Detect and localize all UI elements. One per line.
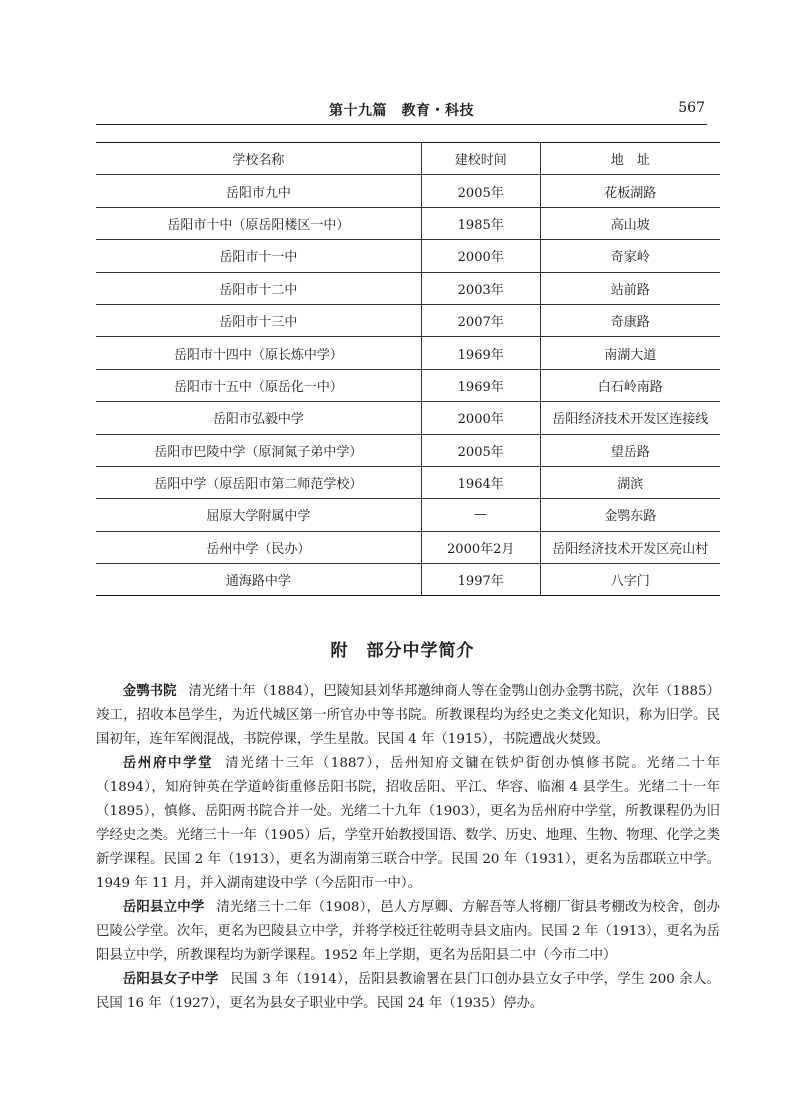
school-name-heading: 金鹗书院 — [122, 684, 177, 699]
table-row — [96, 402, 720, 434]
address-cell: 金鹗东路 — [540, 499, 720, 531]
school-name-cell: 岳阳市十五中（原岳化一中） — [96, 369, 421, 401]
header-divider — [96, 124, 707, 125]
founded-cell: 1997年 — [421, 564, 540, 596]
school-name-cell: 岳阳市九中 — [96, 175, 421, 207]
address-cell: 岳阳经济技术开发区亮山村 — [540, 531, 720, 563]
address-cell: 站前路 — [540, 272, 720, 304]
address-cell: 高山坡 — [540, 207, 720, 239]
page-header — [96, 98, 707, 120]
table-row — [96, 207, 720, 239]
table-row — [96, 240, 720, 272]
school-name-cell: 屈原大学附属中学 — [96, 499, 421, 531]
school-table — [96, 142, 720, 596]
intro-paragraph — [96, 680, 720, 752]
column-header-school-name: 学校名称 — [96, 143, 421, 175]
founded-cell: 2003年 — [421, 272, 540, 304]
founded-cell: 1964年 — [421, 466, 540, 498]
intro-paragraph — [96, 968, 720, 1016]
founded-cell: 2000年2月 — [421, 531, 540, 563]
address-cell: 奇家岭 — [540, 240, 720, 272]
chapter-title: 第十九篇 教育・科技 — [329, 103, 474, 119]
founded-cell: 1969年 — [421, 369, 540, 401]
founded-cell: 2000年 — [421, 402, 540, 434]
founded-cell: 1969年 — [421, 337, 540, 369]
address-cell: 花板湖路 — [540, 175, 720, 207]
address-cell: 奇康路 — [540, 304, 720, 336]
intro-text: 清光绪十三年（1887），岳州知府文镛在铁炉街创办慎修书院。光绪二十年（1894），知府钟英在学道岭街重修岳阳书院，招收岳阳、平江、华容、临湘 4 县学生。光绪二十一年（1895），慎修、岳阳两书院合并一处。光绪二十九年（1903），更名为岳州府中学堂，所教课程仍为旧学经史之类。光绪三十一年（1905）后，学堂开始教授国语、数学、历史、地理、生物、物理、化学之类新学课程。民国 2 年（1913），更名为湖南第三联合中学。民国 20 年（1931），更名为岳郡联立中学。1949 年 11 月，并入湖南建设中学（今岳阳市一中）。 — [96, 756, 720, 891]
school-name-cell: 通海路中学 — [96, 564, 421, 596]
table-row — [96, 499, 720, 531]
address-cell: 岳阳经济技术开发区连接线 — [540, 402, 720, 434]
school-name-cell: 岳阳市弘毅中学 — [96, 402, 421, 434]
founded-cell: 2007年 — [421, 304, 540, 336]
founded-cell: 2000年 — [421, 240, 540, 272]
school-name-cell: 岳阳市十三中 — [96, 304, 421, 336]
school-name-cell: 岳阳市十一中 — [96, 240, 421, 272]
school-name-cell: 岳阳市十中（原岳阳楼区一中） — [96, 207, 421, 239]
table-row — [96, 272, 720, 304]
address-cell: 湖滨 — [540, 466, 720, 498]
table-row — [96, 337, 720, 369]
column-header-founded: 建校时间 — [421, 143, 540, 175]
founded-cell: 2005年 — [421, 434, 540, 466]
table-header-row — [96, 143, 720, 175]
founded-cell: 2005年 — [421, 175, 540, 207]
intro-paragraph — [96, 896, 720, 968]
intro-text: 民国 3 年（1914），岳阳县教谕署在县门口创办县立女子中学，学生 200 余人。民国 16 年（1927），更名为县女子职业中学。民国 24 年（1935）停办。 — [96, 972, 721, 1011]
founded-cell: 1985年 — [421, 207, 540, 239]
school-name-cell: 岳阳市十四中（原长炼中学） — [96, 337, 421, 369]
address-cell: 南湖大道 — [540, 337, 720, 369]
school-name-cell: 岳阳市十二中 — [96, 272, 421, 304]
section-title: 附 部分中学简介 — [330, 641, 475, 661]
school-name-cell: 岳阳中学（原岳阳市第二师范学校） — [96, 466, 421, 498]
intro-paragraph — [96, 752, 720, 896]
address-cell: 望岳路 — [540, 434, 720, 466]
school-name-heading: 岳州府中学堂 — [122, 756, 214, 771]
school-name-heading: 岳阳县立中学 — [122, 900, 205, 915]
school-name-heading: 岳阳县女子中学 — [122, 972, 219, 987]
table-row — [96, 304, 720, 336]
school-introductions — [96, 680, 720, 1016]
table-row — [96, 564, 720, 596]
table-row — [96, 175, 720, 207]
page-number: 567 — [678, 100, 705, 116]
school-name-cell: 岳州中学（民办） — [96, 531, 421, 563]
intro-text: 清光绪三十二年（1908），邑人方厚卿、方解吾等人将棚厂街县考棚改为校舍，创办巴陵公学堂。次年，更名为巴陵县立中学，并将学校迁往乾明寺县文庙内。民国 2 年（1913），更名为岳阳县立中学，所教课程均为新学课程。1952 年上学期，更名为岳阳县二中（今市二中） — [96, 900, 720, 963]
address-cell: 八字门 — [540, 564, 720, 596]
founded-cell: — — [421, 499, 540, 531]
school-name-cell: 岳阳市巴陵中学（原洞氮子弟中学） — [96, 434, 421, 466]
table-row — [96, 466, 720, 498]
intro-text: 清光绪十年（1884），巴陵知县刘华邦邀绅商人等在金鹗山创办金鹗书院，次年（1885）竣工，招收本邑学生，为近代城区第一所官办中等书院。所教课程均为经史之类文化知识，称为旧学。民国初年，连年军阀混战，书院停课，学生星散。民国 4 年（1915），书院遭战火焚毁。 — [96, 684, 720, 747]
table-row — [96, 434, 720, 466]
table-row — [96, 531, 720, 563]
table-row — [96, 369, 720, 401]
address-cell: 白石岭南路 — [540, 369, 720, 401]
column-header-address: 地 址 — [540, 143, 720, 175]
